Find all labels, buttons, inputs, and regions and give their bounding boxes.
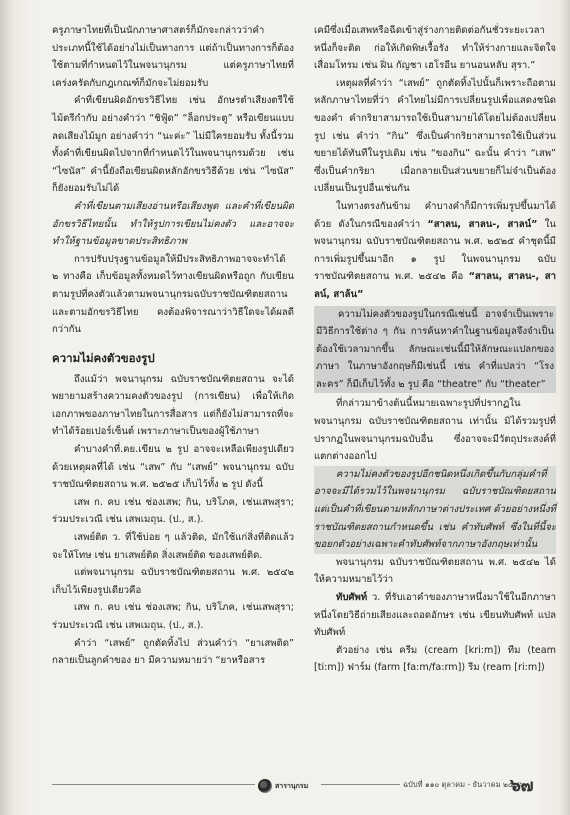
paragraph: เคมีซึ่งเมื่อเสพหรือฉีดเข้าสู่ร่างกายติดต่อกันชั่วระยะเวลาหนึ่งก็จะติด ก่อให้เกิดพิษเรื้อรัง ทำให้ร่างกายและจิตใจเสื่อมโทรม เช่น ฝิ่น กัญชา เฮโรอีน ยานอนหลับ สุรา.” [314, 25, 556, 72]
dictionary-entry [314, 589, 556, 642]
page-footer [0, 772, 570, 802]
page-binding-shadow [0, 0, 14, 815]
paragraph: ครูภาษาไทยที่เป็นนักภาษาศาสตร์ก็มักจะกล่าวว่าคำประเภทนี้ใช้ได้อย่างไม่เป็นทางการ แต่ถ้าเป็นทางการก็ต้องใช้ตามที่กำหนดไว้ในพจนานุกรม แต่ครูภาษาไทยที่เคร่งครัดกับกฎเกณฑ์ก็มักจะไม่ยอมรับ [52, 25, 294, 89]
paragraph: ตัวอย่าง เช่น ครีม (cream [kri:m]) ทีม (team [ti:m]) ฟาร์ม (farm [fa:m/fa:rm]) รีม (ream [ri:m]) [314, 644, 556, 674]
bold-term: “สาลน, สาลน-, สาลน์, สาล้น” [314, 271, 557, 300]
bold-term: ทับศัพท์ [336, 592, 368, 603]
dictionary-entry: เสพ ก. คบ เช่น ช่องเสพ; กิน, บริโภค, เช่นเสพสุรา; ร่วมประเวณี เช่น เสพเมถุน. (ป., ส.). [52, 496, 294, 526]
right-column [314, 22, 556, 677]
paragraph: แต่พจนานุกรม ฉบับราชบัณฑิตยสถาน พ.ศ. ๒๕๔๒ เก็บไว้เพียงรูปเดียวคือ [52, 567, 294, 596]
page-number: ๖๗ [510, 776, 534, 796]
left-column [52, 22, 294, 670]
section-heading: ความไม่คงตัวของรูป [52, 350, 155, 365]
paragraph: พจนานุกรม ฉบับราชบัณฑิตยสถาน พ.ศ. ๒๕๔๒ ได้ให้ความหมายไว้ว่า [314, 556, 556, 586]
text-run: ในทางตรงกันข้าม คำบางคำก็มีการเพิ่มรูปขึ้นมาได้ด้วย ดังในกรณีของคำว่า [314, 200, 556, 230]
paragraph: การปรับปรุงฐานข้อมูลให้มีประสิทธิภาพอาจจะทำได้ ๒ ทางคือ เก็บข้อมูลทั้งหมดไว้ทางเขียนผิดหรือถูก กับเขียนตามรูปที่คงตัวแล้วตามพจนานุกรมฉบับราชบัณฑิตยสถานและตามอักขรวิธีไทย คงต้องพิจารณาว่าวิธีใดจะได้ผลดีกว่ากัน [52, 253, 294, 336]
text-run: ว. ที่รับเอาคำของภาษาหนึ่งมาใช้ในอีกภาษาหนึ่งโดยวิธีถ่ายเสียงและถอดอักษร เช่น เขียนทับศัพท์ แปลทับศัพท์ [314, 592, 556, 639]
dictionary-entry: เสพ ก. คบ เช่น ช่องเสพ; กิน, บริโภค, เช่นเสพสุรา; ร่วมประเวณี เช่น เสพเมถุน. (ป., ส.). [52, 602, 294, 631]
paragraph: เหตุผลที่คำว่า “เสพย์” ถูกตัดทิ้งไปนั้นก็เพราะถือตามหลักภาษาไทยที่ว่า คำไทยไม่มีการเปลี่ยนรูปเพื่อแสดงชนิดของคำ คำกริยาสามารถใช้เป็นสามายได้โดยไม่ต้องเปลี่ยนรูป เช่น คำว่า “กิน” ซึ่งเป็นคำกริยาสามารถใช้เป็นส่วนขยายได้ทันทีในรูปเดิม เช่น “ของกิน” ฉะนั้น คำว่า “เสพ” ซึ่งเป็นคำกริยา เมื่อกลายเป็นส่วนขยายก็ไม่จำเป็นต้องเปลี่ยนเป็นรูปอื่นเช่นกัน [314, 77, 556, 195]
paragraph: คำบางคำที่.คย.เขียน ๒ รูป อาจจะเหลือเพียงรูปเดียวด้วยเหตุผลที่ได้ เช่น “เสพ” กับ “เสพย์” พจนานุกรม ฉบับราชบัณฑิตยสถาน พ.ศ. ๒๕๒๕ เก็บไว้ทั้ง ๒ รูป ดังนี้ [52, 444, 294, 491]
text-run: ในพจนานุกรม ฉบับราชบัณฑิตยสถาน พ.ศ. ๒๕๒๕ คำชุดนี้มีการเพิ่มรูปขึ้นมาอีก ๑ รูป ในพจนานุกรม ฉบับราชบัณฑิตยสถาน พ.ศ. ๒๕๔๒ คือ [314, 218, 556, 283]
paragraph: ถึงแม้ว่า พจนานุกรม ฉบับราชบัณฑิตยสถาน จะได้พยายามสร้างความคงตัวของรูป (การเขียน) เพื่อให้เกิดเอกภาพของภาษาไทยในการสื่อสาร แต่ก็ยังไม่สามารถที่จะทำได้ร้อยเปอร์เซ็นต์ เพราะภาษาเป็นของผู้ใช้ภาษา [52, 373, 294, 438]
page-edge-shadow [560, 0, 570, 815]
logo-emblem-icon [258, 779, 272, 793]
paragraph: คำที่เขียนผิดอักขรวิธีไทย เช่น อักษรตำเสียงตรีใช้ไม้ตรีกำกับ อย่างคำว่า “ชิฟู้ด” “ล็อกประตู” หรือเขียนแบบลดเสียงไม้มูก อย่างคำว่า “นะค่ะ” ไม่มีใครยอมรับ ทั้งนี้รวมทั้งคำที่เขียนผิดไปจากที่กำหนดไว้ในพจนานุกรมด้วย เช่น “ไซนัส” คำนี้ยังถือเขียนผิดหลักอักขรวิธีด้วย เช่น “ไซนัส” ก็ยังยอมรับไม่ได้ [52, 95, 294, 195]
paragraph: คำว่า “เสพย์” ถูกตัดทิ้งไป ส่วนคำว่า “ยาเสพติด” กลายเป็นลูกคำของ ยา มีความหมายว่า “ยาหรือสาร [52, 637, 294, 667]
highlighted-paragraph: ความไม่คงตัวของรูปในกรณีเช่นนี้ อาจจำเป็นเพราะมีวิธีการใช้ต่าง ๆ กัน การค้นหาคำในฐานข้อมูลจึงจำเป็นต้องใช้เวลามากขึ้น ลักษณะเช่นนี้มีให้ลักษณะแปลกของภาษา ในภาษาอังกฤษก็มีเช่นนี้ เช่น คำที่แปลว่า “โรงละคร” ก็มีเก็บไว้ทั้ง ๒ รูป คือ “theatre” กับ “theater” [314, 306, 556, 394]
paragraph: ที่กล่าวมาข้างต้นนี้หมายเฉพาะรูปที่ปรากฏในพจนานุกรม ฉบับราชบัณฑิตยสถาน เท่านั้น มิได้รวมรูปที่ปรากฏในพจนานุกรมฉบับอื่น ซึ่งอาจจะมีวัตถุประสงค์ที่แตกต่างออกไป [314, 398, 556, 463]
issue-info: ฉบับที่ ๑๑๐ ตุลาคม - ธันวาคม ๒๕๔๖ [400, 779, 527, 791]
dictionary-entry: เสพย์ติด ว. ที่ใช้บ่อย ๆ แล้วติด, มักใช้แก่สิ่งที่ติดแล้วจะให้โทษ เช่น ยาเสพย์ติด สิ่งเสพย์ติด ของเสพย์ติด. [52, 532, 294, 561]
paragraph: คำที่เขียนตามเสียงอ่านหรือเสียงพูด และคำที่เขียนผิดอักขรวิธีไทยนั้น ทำให้รูปการเขียนไม่คงตัว และอาจจะทำให้ฐานข้อมูลขาดประสิทธิภาพ [52, 200, 294, 248]
logo-text: สารานุกรม [275, 782, 309, 790]
paragraph [314, 198, 556, 304]
publisher-logo [255, 775, 321, 797]
highlighted-paragraph: ความไม่คงตัวของรูปอีกชนิดหนึ่งเกิดขึ้นกับกลุ่มคำที่อาจจะมีได้รวมไว้ในพจนานุกรม ฉบับราชบัณฑิตยสถาน แต่เป็นคำที่เขียนตามหลักภาษาต่างประเทศ ด้วยอย่างหนึ่งที่ราชบัณฑิตยสถานกำหนดขึ้น เช่น คำทับศัพท์ ซึ่งในที่นี้จะขอยกตัวอย่างเฉพาะคำทับศัพท์จากภาษาอังกฤษเท่านั้น [314, 466, 556, 554]
bold-term: “สาลน, สาลน-, สาลน์” [427, 218, 538, 230]
